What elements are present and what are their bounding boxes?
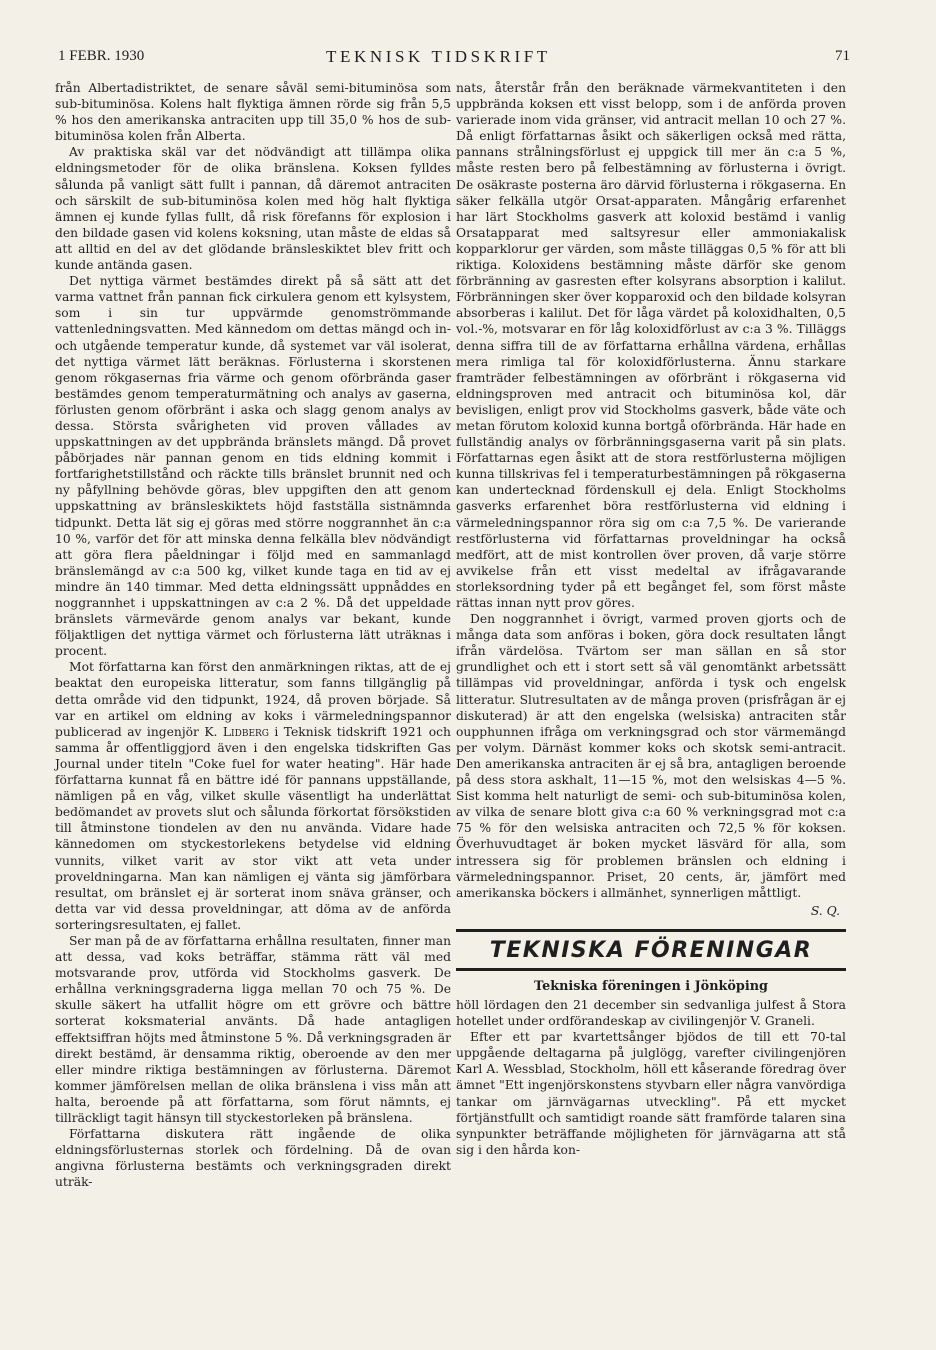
journal-title: TEKNISK TIDSKRIFT — [326, 47, 551, 66]
paragraph: från Albertadistriktet, de senare såväl semi-bituminösa som sub-bituminösa. Kolens halt flyktiga ämnen rörde sig från 5,5 % hos den amerikanska antraciten upp till 35,0 % hos de sub-bituminösa kolen från Alberta. — [55, 81, 451, 144]
paragraph: nats, återstår från den beräknade värmekvantiteten i den uppbrända koksen ett visst belopp, som i de anförda proven varierade inom vida gränser, vid antracit mellan 10 och 27 %. Då enligt författarnas åsikt och säkerligen också med rätta, pannans strålningsförlust ej uppgick till mer än c:a 5 %, måste resten bero på felbestämning av förlusterna i övrigt. De osäkraste posterna äro därvid förlusterna i rökgaserna. En säker felkälla utgör Orsat-apparaten. Mångårig erfarenhet har lärt Stockholms gasverk att koloxid bestämd i vanlig Orsatapparat med saltsyresur eller ammoniakalisk kopparklorur ger värden, som måste tilläggas 0,5 % för att bli riktiga. Koloxidens bestämning måste därför ske genom förbränning av gasresten efter kolsyrans absorption i kalilut. Förbränningen sker över kopparoxid och den bildade kolsyran absorberas i kalilut. Det för låga värdet på koloxidhalten, 0,5 vol.-%, motsvarar en för låg koloxidförlust av c:a 3 %. Tilläggs denna siffra till de av författarna erhållna värdena, erhållas mera rimliga tal för koloxidförlusterna. Ännu starkare framträder felbestämningen av oförbränt i rökgaserna vid eldningsproven med antracit och bituminösa kol, där bevisligen, enligt prov vid Stockholms gasverk, både väte och metan förutom koloxid kunna bortgå oförbrända. Här hade en fullständig analys ov förbränningsgaserna varit på sin plats. Författarnas egen åsikt att de stora restförlusterna möjligen kunna tillskrivas fel i temperaturbestämningen på rökgaserna kan undertecknad fördenskull ej dela. Enligt Stockholms gasverks erfarenhet böra restförlusterna vid eldning i värmeledningspannor röra sig om c:a 7,5 %. De varierande restförlusterna vid författarnas proveldningar ha också medfört, att de mist kontrollen över proven, då varje större avvikelse från ett visst medeltal av ifrågavarande storleksordning tyder på ett begånget fel, som först måste rättas innan nytt prov göres. — [456, 81, 846, 610]
paragraph: Den noggrannhet i övrigt, varmed proven gjorts och de många data som anföras i boken, göra dock resultaten långt ifrån värdelösa. Tvärtom ser man sällan en så stor grundlighet och ett i stort sett så väl genomtänkt arbetssätt tillämpas vid proveldningar, anförda i tysk och engelsk litteratur. Slutresultaten av de många proven (prisfrågan är ej diskuterad) är att den engelska (welsiska) antraciten står oupphunnen ifråga om verkningsgrad och stor värmemängd per volym. Därnäst kommer koks och skotsk semi-antracit. Den amerikanska antraciten är ej så bra, antagligen beroende på dess stora askhalt, 11—15 %, mot den welsiskas 4—5 %. Sist komma helt naturligt de semi- och sub-bituminösa kolen, av vilka de senare blott giva c:a 60 % verkningsgrad mot c:a 75 % för den welsiska antraciten och 72,5 % för koksen. Överhuvudtaget är boken mycket läsvärd för alla, som intressera sig för problemen bränslen och eldning i värmeledningspannor. Priset, 20 cents, är, jämfört med amerikanska böckers i allmänhet, synnerligen måttligt. — [456, 612, 846, 900]
page-number: 71 — [835, 48, 850, 64]
paragraph — [55, 659, 451, 933]
left-column — [55, 80, 451, 1312]
paragraph: höll lördagen den 21 december sin sedvanliga julfest å Stora hotellet under ordförandeskap av civilingenjör V. Graneli. — [456, 997, 846, 1029]
issue-date: 1 FEBR. 1930 — [58, 48, 145, 64]
paragraph: Det nyttiga värmet bestämdes direkt på så sätt att det varma vattnet från pannan fick cirkulera genom ett kylsystem, som i sin tur uppvärmde genomströmmande vattenledningsvatten. Med kännedom om dettas mängd och in- och utgående temperatur kunde, då systemet var väl isolerat, det nyttiga värmet lätt beräknas. Förlusterna i skorstenen genom rökgasernas fria värme och genom oförbrända gaser bestämdes genom temperaturmätning och analys av gaserna, förlusten genom oförbränt i aska och slagg genom analys av dessa. Största svårigheten vid proven vållades av uppskattningen av det uppbrända bränslets mängd. Då provet påbörjades när pannan genom en tids eldning kommit i fortfarighetstillstånd och räckte tills bränslet brunnit ned och ny påfyllning behövde göras, blev uppgiften den att genom uppskattning av bränsleskiktets höjd fastställa sistnämnda tidpunkt. Detta lät sig ej göras med större noggrannhet än c:a 10 %, varför det för att minska denna felkälla blev nödvändigt att göra flera påeldningar i följd med en sammanlagd bränslemängd av c:a 500 kg, vilket kunde taga en tid av ej mindre än 140 timmar. Med detta eldningssätt uppnåddes en noggrannhet i uppskattningen av c:a 2 %. Då det uppeldade bränslets värmevärde genom analys var bekant, kunde följaktligen det nyttiga värmet och förlusterna lätt uträknas i procent. — [55, 274, 451, 659]
page-header — [58, 48, 848, 68]
paragraph: Författarna diskutera rätt ingående de olika eldningsförlusternas storlek och fördelning. Då de ovan angivna förlusterna bestämts och verkningsgraden direkt uträk- — [55, 1127, 451, 1190]
section-title: TEKNISKA FÖRENINGAR — [489, 937, 813, 963]
paragraph-text: Mot författarna kan först den anmärkningen riktas, att de ej beaktat den europeiska litteratur, som fanns tillgänglig på detta område vid den tidpunkt, 1924, då proven började. Så var en artikel om eldning av koks i värmeledningspannor publicerad av ingenjör K. — [55, 660, 451, 739]
right-column — [456, 80, 846, 1320]
paragraph: Av praktiska skäl var det nödvändigt att tillämpa olika eldningsmetoder för de olika bränslena. Koksen fylldes sålunda på vanligt sätt fullt i pannan, då däremot antraciten och särskilt de sub-bituminösa kolen med hög halt flyktiga ämnen ej kunde fyllas fullt, då risk förefanns för explosion i den bildade gasen vid kolens koksning, utan måste de eldas så att alltid en del av det glödande bränsleskiktet blev fritt och kunde antända gasen. — [55, 145, 451, 273]
author-name: Lidberg — [222, 724, 269, 739]
section-header — [456, 929, 846, 971]
paragraph-text: i Teknisk tidskrift 1921 och samma år offentliggjord även i den engelska tidskriften Gas Journal under titeln "Coke fuel for water heating". Här hade författarna kunnat få en bättre idé för pannans uppställande, nämligen på en våg, vilket skulle väsentligt ha underlättat bedömandet av provets slut och sålunda förkortat försökstiden till åtminstone tiondelen av den nu använda. Vidare hade kännedomen om styckestorlekens betydelse vid eldning vunnits, vilket varit av stor vikt att veta under proveldningarna. Man kan nämligen ej vänta sig jämförbara resultat, om bränslet ej är sorterat inom snäva gränser, och detta var vid dessa proveldningar, att döma av de anförda sorteringsresultaten, ej fallet. — [55, 724, 451, 932]
review-signature: S. Q. — [810, 903, 840, 918]
paragraph: Efter ett par kvartettsånger bjödos de till ett 70-tal uppgående deltagarna på julglögg, varefter civilingenjören Karl A. Wessblad, Stockholm, höll ett kåserande föredrag över ämnet "Ett ingenjörskonstens styvbarn eller några vanvördiga tankar om järnvägarnas utveckling". På ett mycket förtjänstfullt och samtidigt roande sätt framförde talaren sina synpunkter beträffande möjligheten för järnvägarna att stå sig i den hårda kon- — [456, 1030, 846, 1157]
paragraph: Ser man på de av författarna erhållna resultaten, finner man att dessa, vad koks beträffar, stämma rätt väl med motsvarande prov, utförda vid Stockholms gasverk. De erhållna verkningsgraderna ligga mellan 70 och 75 %. De skulle säkert ha utfallit högre om ett grövre och bättre sorterat koksmaterial använts. Då hade antagligen effektsiffran höjts med åtminstone 5 %. Då verkningsgraden är direkt bestämd, är densamma riktig, oberoende av den mer eller mindre riktiga bestämningen av förlusterna. Däremot kommer jämförelsen mellan de olika bränslena i viss mån att halta, beroende på att författarna, som förut nämnts, ej tillräckligt tagit hänsyn till styckestorleken på bränslena. — [55, 933, 451, 1125]
article-subheading: Tekniska föreningen i Jönköping — [534, 978, 768, 994]
